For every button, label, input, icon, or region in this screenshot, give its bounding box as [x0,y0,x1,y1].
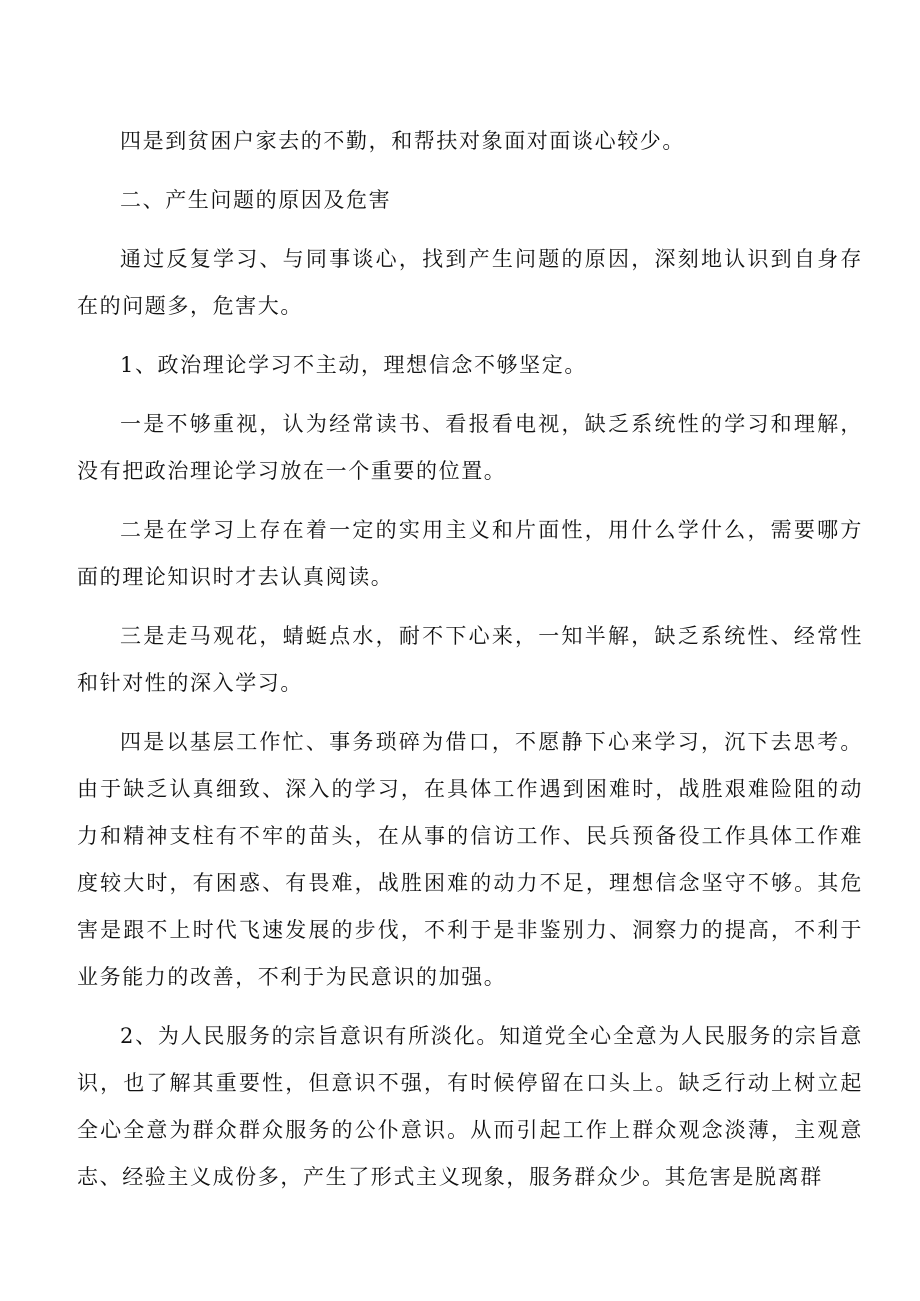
paragraph-point-three: 三是走马观花，蜻蜓点水，耐不下心来，一知半解，缺乏系统性、经常性和针对性的深入学习。 [77,624,863,695]
paragraph-point-two: 二是在学习上存在着一定的实用主义和片面性，用什么学什么，需要哪方面的理论知识时才去认真阅读。 [77,518,863,589]
section-heading-causes: 二、产生问题的原因及危害 [120,188,392,212]
paragraph-point-one: 一是不够重视，认为经常读书、看报看电视，缺乏系统性的学习和理解，没有把政治理论学习放在一个重要的位置。 [77,412,863,483]
paragraph-causes-intro: 通过反复学习、与同事谈心，找到产生问题的原因，深刻地认识到自身存在的问题多，危害大。 [77,247,863,318]
subheading-political-study: 1、政治理论学习不主动，理想信念不够坚定。 [120,353,587,377]
document-body [77,118,863,1213]
paragraph-point-four: 四是以基层工作忙、事务琐碎为借口，不愿静下心来学习，沉下去思考。由于缺乏认真细致、深入的学习，在具体工作遇到困难时，战胜艰难险阻的动力和精神支柱有不牢的苗头，在从事的信访工作、民兵预备役工作具体工作难度较大时，有困惑、有畏难，战胜困难的动力不足，理想信念坚守不够。其危害是跟不上时代飞速发展的步伐，不利于是非鉴别力、洞察力的提高，不利于业务能力的改善，不利于为民意识的加强。 [77,730,863,989]
paragraph-poverty-visits: 四是到贫困户家去的不勤，和帮扶对象面对面谈心较少。 [120,129,685,153]
subheading-service-awareness: 2、为人民服务的宗旨意识有所淡化。知道党全心全意为人民服务的宗旨意识，也了解其重要性，但意识不强，有时候停留在口头上。缺乏行动上树立起全心全意为群众群众服务的公仆意识。从而引起工作上群众观念淡薄，主观意志、经验主义成份多，产生了形式主义现象，服务群众少。其危害是脱离群 [77,1024,863,1189]
